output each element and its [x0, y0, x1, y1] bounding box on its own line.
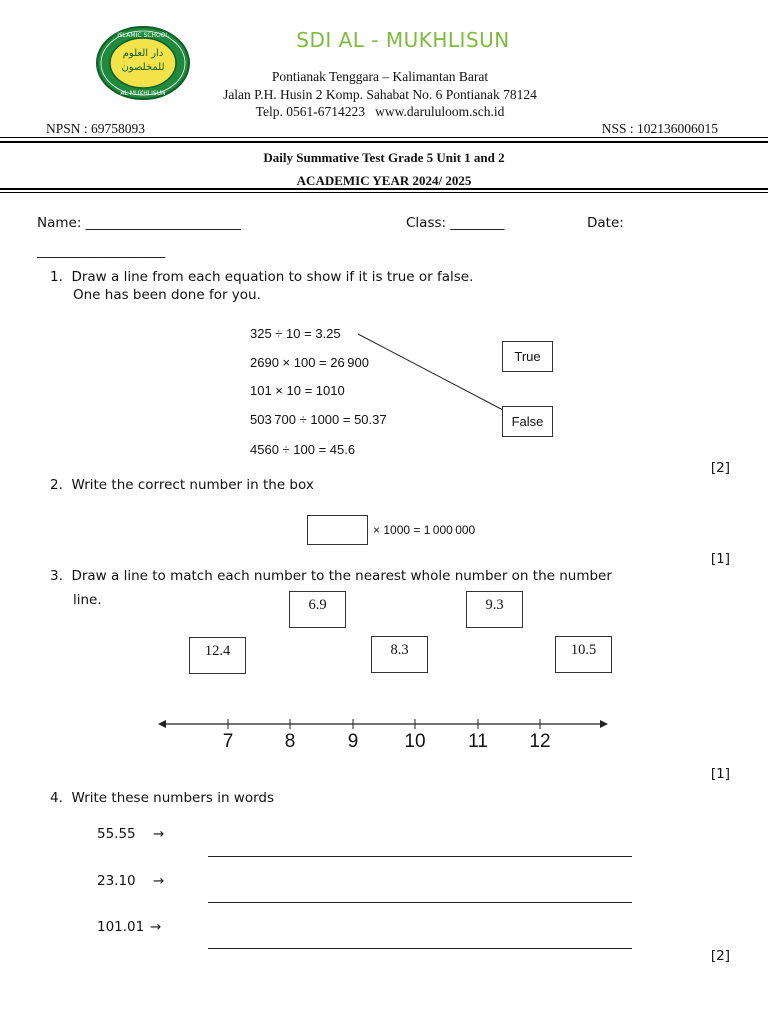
- q1-equation-4: 503 700 ÷ 1000 = 50.37: [250, 412, 387, 427]
- q1-instruction-note: One has been done for you.: [73, 287, 261, 303]
- q1-marks: [2]: [710, 460, 730, 476]
- svg-text:ISLAMIC SCHOOL: ISLAMIC SCHOOL: [117, 32, 169, 39]
- nss-number: NSS : 102136006015: [601, 121, 718, 136]
- q2-marks: [1]: [710, 551, 730, 567]
- q1-equation-1: 325 ÷ 10 = 3.25: [250, 326, 341, 341]
- q4-answer-line-2[interactable]: [208, 902, 632, 903]
- header-divider: [0, 137, 768, 138]
- q4-answer-line-1[interactable]: [208, 856, 632, 857]
- q4-item-number-1: 55.55: [97, 826, 136, 842]
- q4-item-number-2: 23.10: [97, 873, 136, 889]
- q1-equation-5: 4560 ÷ 100 = 45.6: [250, 442, 356, 457]
- number-line-tick-10: 10: [404, 731, 426, 752]
- arrow-right-icon: →: [153, 873, 165, 889]
- title-divider-thin: [0, 192, 768, 193]
- q1-equation-2: 2690 × 100 = 26 900: [250, 355, 369, 370]
- arrow-right-icon: →: [153, 826, 165, 842]
- logo-arabic-text: دار العلوم للمخلصون: [121, 48, 165, 73]
- svg-text:AL MUKHLISUN: AL MUKHLISUN: [120, 90, 166, 97]
- header-divider-thick: [0, 141, 768, 143]
- q2-answer-box[interactable]: [307, 515, 368, 545]
- test-title: Daily Summative Test Grade 5 Unit 1 and 2: [263, 150, 505, 165]
- number-line-tick-8: 8: [284, 731, 296, 752]
- school-contact: Telp. 0561-6714223 www.darululoom.sch.id: [255, 104, 505, 119]
- date-label: Date:: [587, 215, 624, 231]
- q3-number-box-10-5[interactable]: 10.5: [555, 636, 612, 673]
- number-line-tick-12: 12: [529, 731, 551, 752]
- number-line-tick-11: 11: [468, 731, 488, 752]
- name-field[interactable]: Name: _______________________: [37, 215, 241, 231]
- q2-instruction: 2. Write the correct number in the box: [50, 477, 314, 493]
- q4-instruction: 4. Write these numbers in words: [50, 790, 275, 806]
- q3-number-box-8-3[interactable]: 8.3: [371, 636, 428, 673]
- q1-example-line: [356, 330, 506, 415]
- q3-instruction: 3. Draw a line to match each number to the nearest whole number on the number: [50, 568, 612, 584]
- q2-equation: × 1000 = 1 000 000: [373, 523, 476, 537]
- number-line-tick-9: 9: [347, 731, 359, 752]
- q1-false-box[interactable]: False: [502, 406, 553, 437]
- q3-number-box-12-4[interactable]: 12.4: [189, 637, 246, 674]
- q3-marks: [1]: [710, 766, 730, 782]
- title-divider: [0, 188, 768, 190]
- academic-year: ACADEMIC YEAR 2024/ 2025: [296, 173, 472, 188]
- arrow-right-icon: →: [150, 919, 162, 935]
- q1-true-box[interactable]: True: [502, 341, 553, 372]
- npsn-number: NPSN : 69758093: [46, 121, 146, 136]
- number-line-tick-7: 7: [222, 731, 234, 752]
- q3-instruction-cont: line.: [73, 592, 102, 608]
- school-region: Pontianak Tenggara – Kalimantan Barat: [271, 69, 489, 84]
- school-address: Jalan P.H. Husin 2 Komp. Sahabat No. 6 Pontianak 78124: [223, 87, 537, 102]
- school-name: SDI AL - MUKHLISUN: [296, 28, 510, 52]
- q3-number-box-6-9[interactable]: 6.9: [289, 591, 346, 628]
- class-field[interactable]: Class: ________: [406, 215, 505, 231]
- q1-equation-3: 101 × 10 = 1010: [250, 383, 345, 398]
- q3-number-box-9-3[interactable]: 9.3: [466, 591, 523, 628]
- q4-item-number-3: 101.01: [97, 919, 145, 935]
- q4-answer-line-3[interactable]: [208, 948, 632, 949]
- q1-instruction: 1. Draw a line from each equation to show if it is true or false.: [50, 269, 474, 285]
- q4-marks: [2]: [710, 948, 730, 964]
- date-field[interactable]: ___________________: [37, 243, 166, 259]
